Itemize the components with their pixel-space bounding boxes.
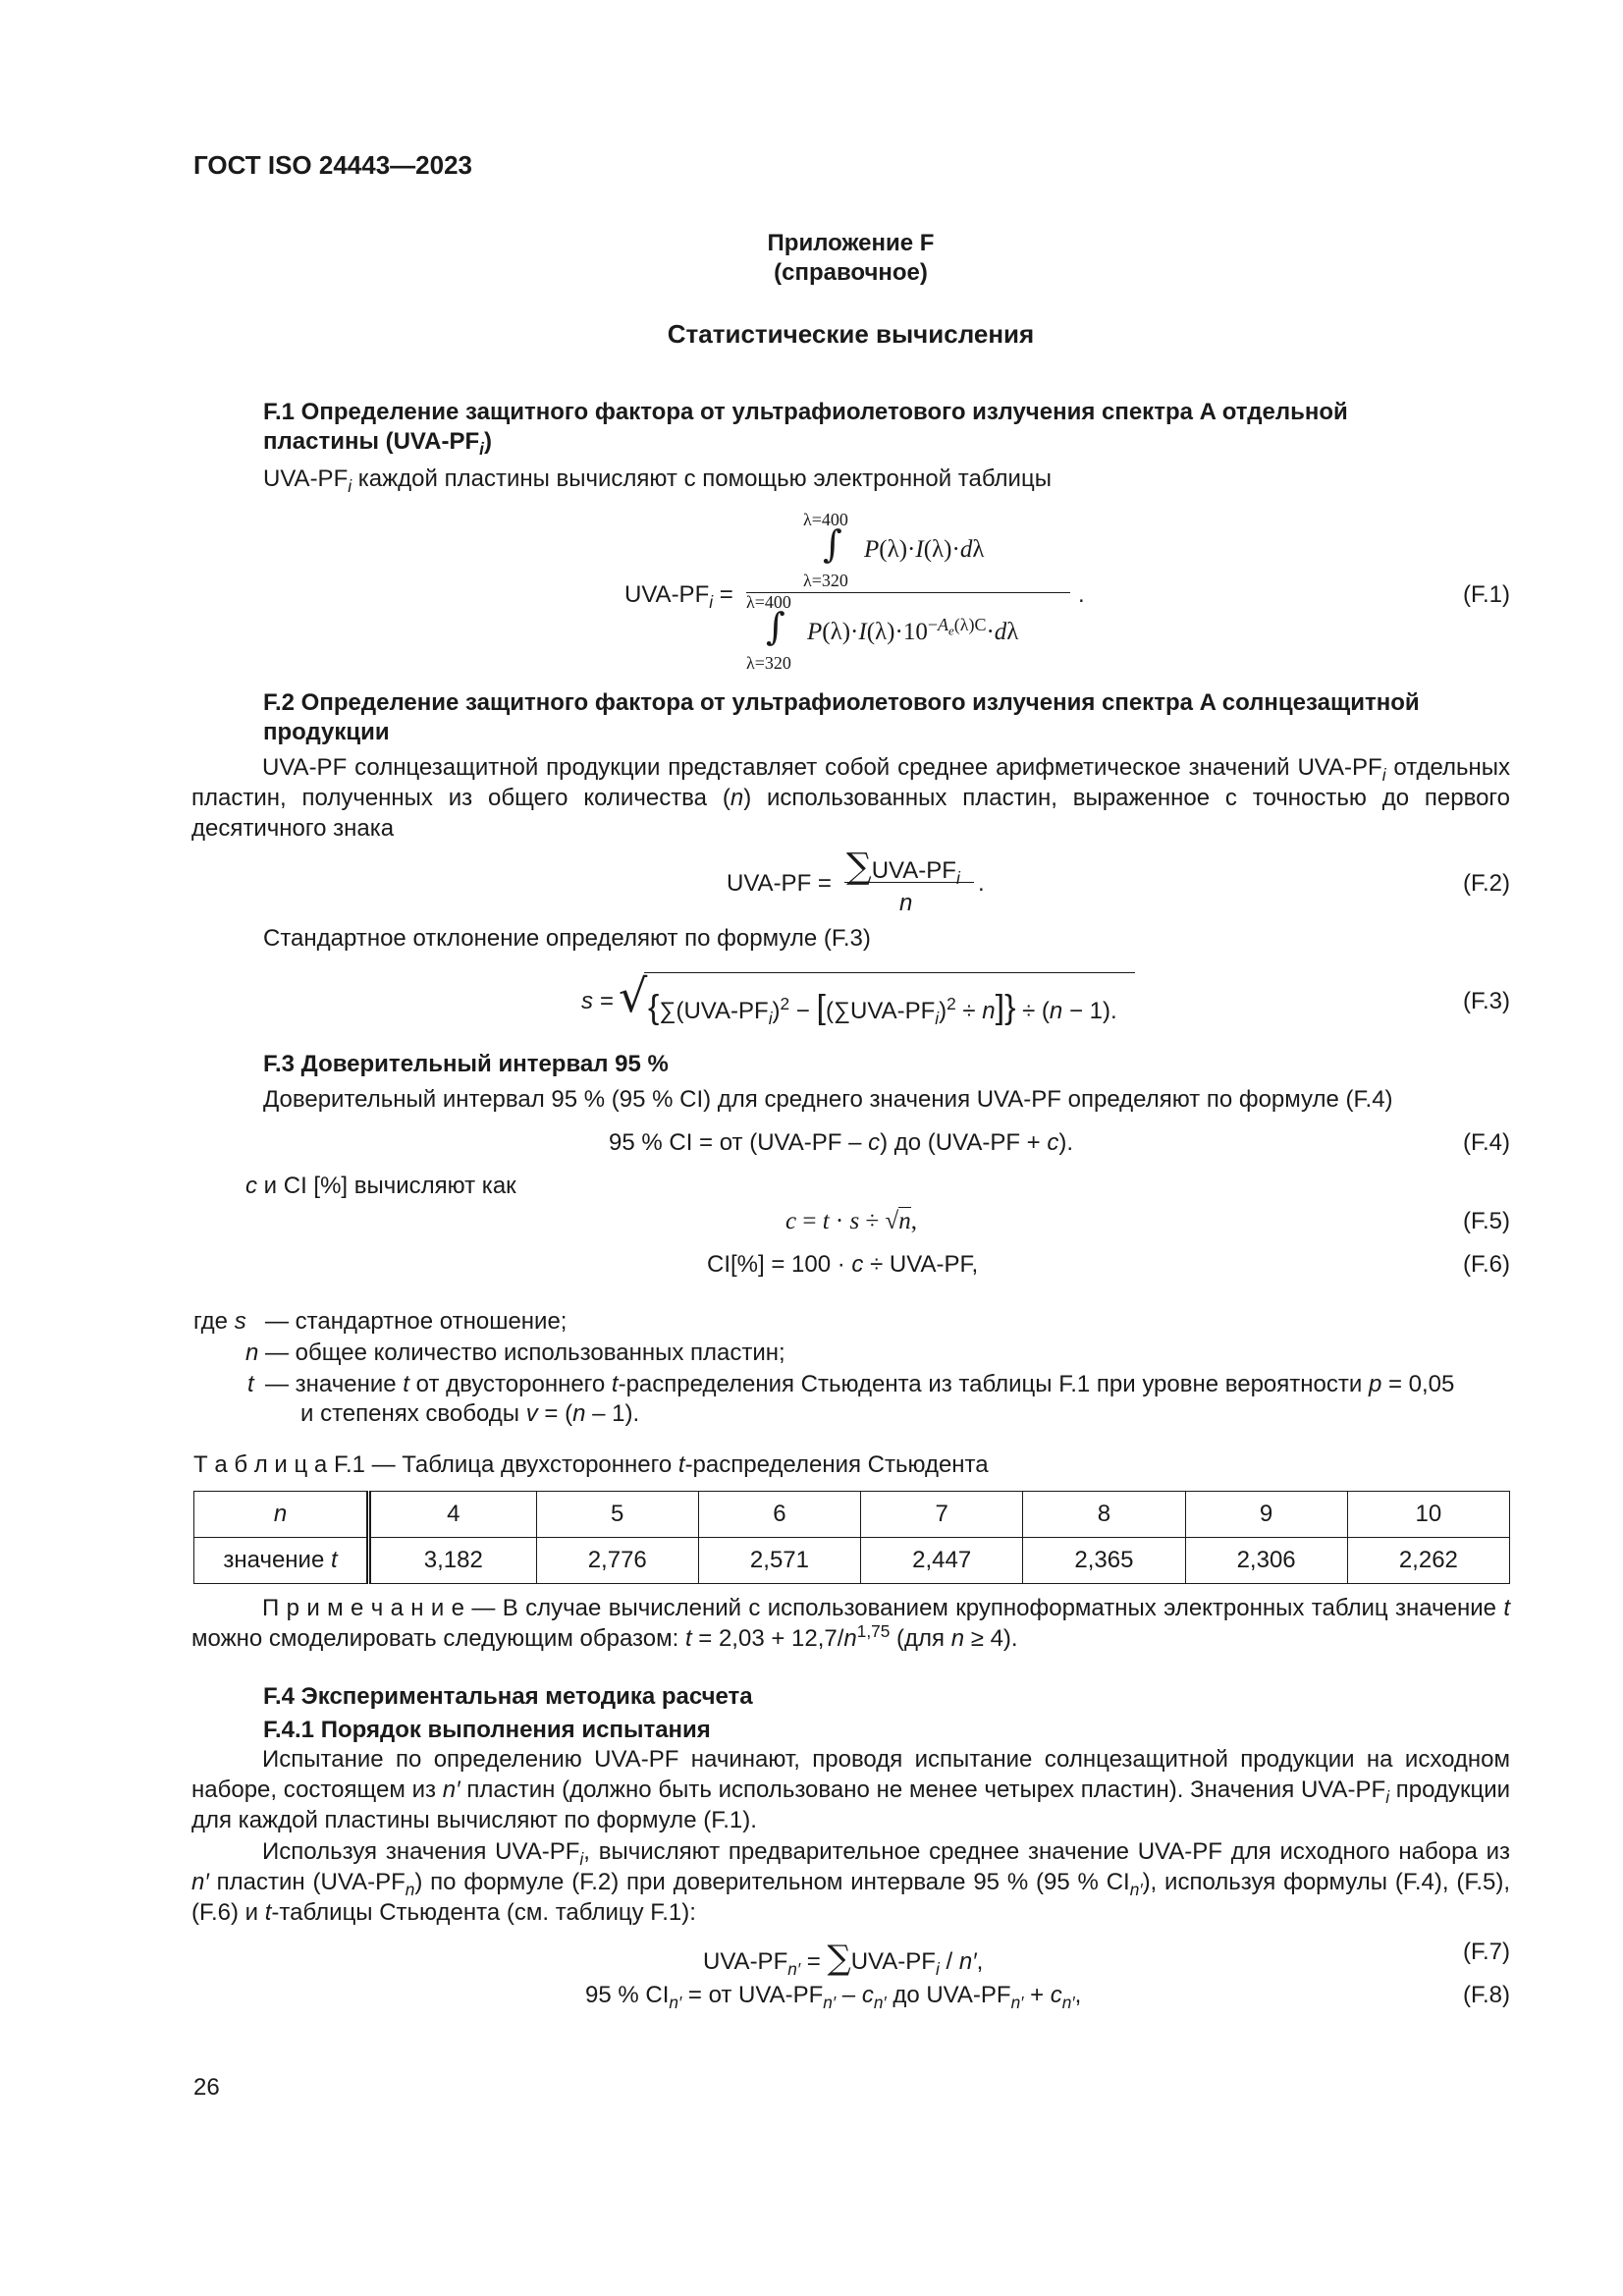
table-cell: 9 bbox=[1185, 1492, 1347, 1538]
table-row bbox=[194, 1492, 1510, 1538]
section-f1-heading-line2: пластины $(UVA-PF_i)$ bbox=[263, 428, 492, 459]
table-cell: 2,365 bbox=[1023, 1538, 1185, 1584]
table-row bbox=[194, 1538, 1510, 1584]
row-label-n: n bbox=[194, 1492, 369, 1538]
table-caption: Т а б л и ц а F.1 — Таблица двухстороннего t-распределения Стьюдента bbox=[193, 1451, 989, 1478]
section-f1-intro: UVA-$PF_i$ каждой пластины вычисляют с помощью электронной таблицы bbox=[263, 465, 1052, 496]
student-t-table bbox=[193, 1491, 1510, 1584]
table-note: П р и м е ч а н и е — В случае вычислений с использованием крупноформатных электронных таблиц значение t можно смоделировать следующим образом: $t = 2,03 + 12,7/n^{1,75}$ (для n ≥ 4). bbox=[191, 1595, 1510, 1653]
table-cell: 8 bbox=[1023, 1492, 1185, 1538]
annex-title: Приложение F bbox=[767, 230, 935, 256]
table-cell: 10 bbox=[1347, 1492, 1509, 1538]
equation-number-f8: (F.8) bbox=[1463, 1982, 1510, 2008]
equation-number-f3: (F.3) bbox=[1463, 988, 1510, 1014]
equation-number-f6: (F.6) bbox=[1463, 1251, 1510, 1278]
section-f41-heading: F.4.1 Порядок выполнения испытания bbox=[263, 1717, 711, 1743]
section-f41-paragraph-1: Испытание по определению UVA-PF начинают, проводя испытание солнцезащитной продукции на исходном наборе, состоящем из n′ пластин (должно быть использовано не менее четырех пластин). Значения UVA-$PF_i$ продукции для каждой пластины вычисляют по формуле (F.1). bbox=[191, 1746, 1511, 1834]
row-label-t: значение t bbox=[194, 1538, 369, 1584]
section-f2-heading-line1: F.2 Определение защитного фактора от ультрафиолетового излучения спектра A солнцезащитной bbox=[263, 689, 1420, 716]
section-f2-paragraph: UVA-PF солнцезащитной продукции представляет собой среднее арифметическое значений UVA-$PF_i$ отдельных пластин, полученных из общего количества (n) использованных пластин, выраженное с точностью до первого десятичного знака bbox=[191, 754, 1511, 843]
document-id: ГОСТ ISO 24443—2023 bbox=[193, 150, 473, 180]
equation-number-f4: (F.4) bbox=[1463, 1129, 1510, 1156]
annex-heading: Статистические вычисления bbox=[667, 319, 1035, 349]
equation-number-f7: (F.7) bbox=[1463, 1939, 1510, 1965]
section-f3-intro: Доверительный интервал 95 % (95 % CI) для среднего значения UVA-PF определяют по формуле (F.4) bbox=[263, 1086, 1393, 1113]
table-cell: 6 bbox=[698, 1492, 860, 1538]
table-cell: 4 bbox=[369, 1492, 537, 1538]
annex-kind: (справочное) bbox=[774, 259, 928, 286]
std-deviation-intro: Стандартное отклонение определяют по формуле (F.3) bbox=[263, 925, 871, 952]
document-page: ГОСТ ISO 24443—2023 Приложение F (справочное) Статистические вычисления F.1 Определение защитного фактора от ультрафиолетового излучения спектра A отдельной пластины $(UVA-PF_i)$ UVA-$PF_i$ каждой пластины вычисляют с помощью электронной таблицы λ=400 ∫ P(λ)·I(λ)·dλ λ=320 UVA-$PF_i$ = . λ=400 ∫ $P(\lambda)\cdot I(\lambda)\cdot 10^{-A_e(\lambda)C}\cdot d\lambda$ λ=320 (F.1) F.2 Определение защитного фактора от ультрафиолетового излучения спектра A солнцезащитной продукции UVA-PF солнцезащитной продукции представляет собой среднее арифметическое значений UVA-$PF_i$ отдельных пластин, полученных из общего количества (n) использованных пластин, выраженное с точностью до первого десятичного знака UVA-PF = $\sum UVA-PF_i$ n . (F.2) Стандартное отклонение определяют по формуле (F.3) s = √ $\{\sum(UVA-PF_i)^2 - [(\sum UVA-PF_i)^2 \div n]\} \div (n - 1)$. (F.3) F.3 Доверительный интервал 95 % Доверительный интервал 95 % (95 % CI) для среднего значения UVA-PF определяют по формуле (F.4) 95 % CI = от (UVA-PF – c) до (UVA-PF + c). (F.4) c и CI [%] вычисляют как c = t · s ÷ √n, (F.5) CI[%] = 100 · c ÷ UVA-PF, (F.6) где s — стандартное отношение; n — общее количество использованных пластин; t — значение t от двустороннего t-распределения Стьюдента из таблицы F.1 при уровне вероятности p = 0,05 и степенях свободы v = (n – 1). Т а б л и ц а F.1 — Таблица двухстороннего t-распределения Стьюдента n 4 5 6 7 8 9 10 значение t 3,182 2,776 2,571 2,447 2,365 2,306 2,262 П р и м е ч а н и е — В случае вычислений с использованием крупноформатных электронных таблиц значение t можно смоделировать следующим образом: $t = 2,03 + 12,7/n^{1,75}$ (для n ≥ 4). F.4 Экспериментальная методика расчета F.4.1 Порядок выполнения испытания Испытание по определению UVA-PF начинают, проводя испытание солнцезащитной продукции на исходном наборе, состоящем из n′ пластин (должно быть использовано не менее четырех пластин). Значения UVA-$PF_i$ продукции для каждой пластины вычисляют по формуле (F.1). Используя значения UVA-$PF_i$, вычисляют предварительное среднее значение UVA-PF для исходного набора из n′ пластин $(UVA-PF_n)$ по формуле (F.2) при доверительном интервале 95 % (95 % $CI_{n'}$), используя формулы (F.4), (F.5), (F.6) и t-таблицы Стьюдента (см. таблицу F.1): UVA-$PF_{n'} = \sum UVA-PF_i / n'$, (F.7) 95 % $CI_{n'}$ = от UVA-$PF_{n'} - c_{n'}$ до UVA-$PF_{n'} + c_{n'}$, (F.8) 26 bbox=[0, 0, 1623, 2296]
section-f3-heading: F.3 Доверительный интервал 95 % bbox=[263, 1051, 669, 1077]
table-cell: 2,262 bbox=[1347, 1538, 1509, 1584]
page-number: 26 bbox=[193, 2074, 220, 2101]
section-f41-paragraph-2: Используя значения UVA-$PF_i$, вычисляют предварительное среднее значение UVA-PF для исходного набора из n′ пластин $(UVA-PF_n)$ по формуле (F.2) при доверительном интервале 95 % (95 % $CI_{n'}$), используя формулы (F.4), (F.5), (F.6) и t-таблицы Стьюдента (см. таблицу F.1): bbox=[191, 1838, 1510, 1927]
calc-intro: c и CI [%] вычисляют как bbox=[245, 1173, 516, 1199]
table-cell: 3,182 bbox=[369, 1538, 537, 1584]
equation-number-f2: (F.2) bbox=[1463, 870, 1510, 897]
table-cell: 2,306 bbox=[1185, 1538, 1347, 1584]
section-f1-heading-line1: F.1 Определение защитного фактора от ультрафиолетового излучения спектра A отдельной bbox=[263, 399, 1348, 425]
table-cell: 2,447 bbox=[861, 1538, 1023, 1584]
table-cell: 5 bbox=[536, 1492, 698, 1538]
section-f2-heading-line2: продукции bbox=[263, 719, 390, 745]
section-f4-heading: F.4 Экспериментальная методика расчета bbox=[263, 1683, 753, 1710]
table-cell: 2,571 bbox=[698, 1538, 860, 1584]
table-cell: 7 bbox=[861, 1492, 1023, 1538]
equation-number-f5: (F.5) bbox=[1463, 1208, 1510, 1234]
equation-number-f1: (F.1) bbox=[1463, 581, 1510, 608]
table-cell: 2,776 bbox=[536, 1538, 698, 1584]
